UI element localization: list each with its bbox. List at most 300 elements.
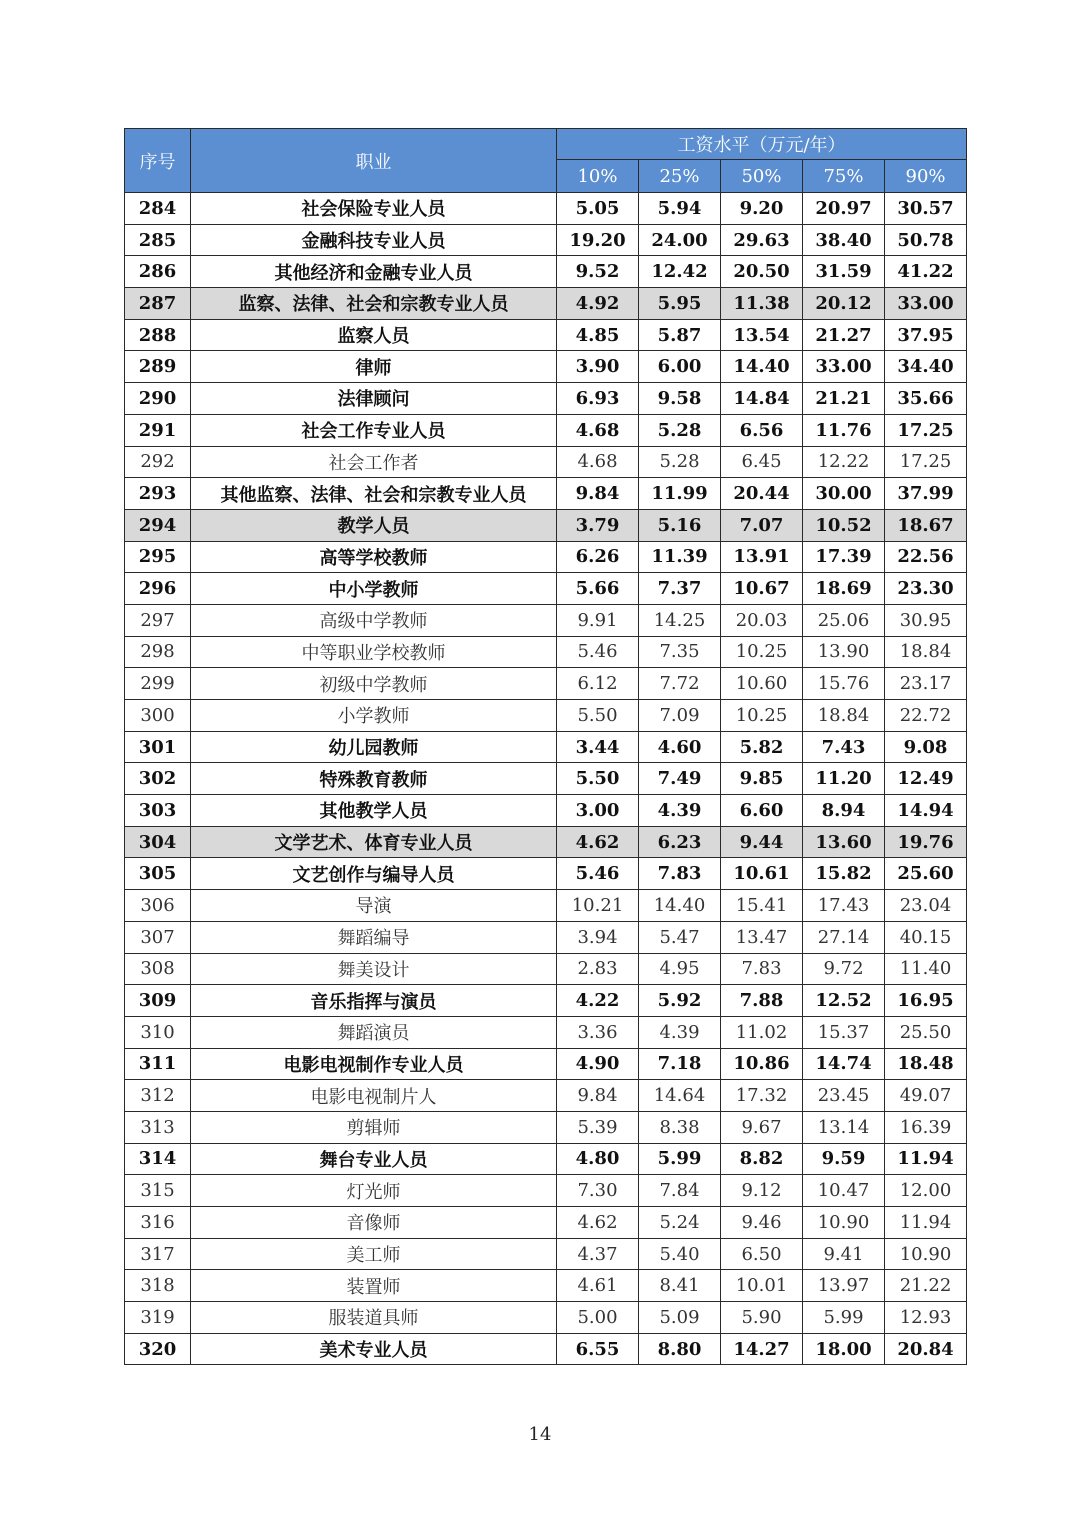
cell-p90: 33.00 — [885, 288, 967, 320]
cell-occupation: 监察、法律、社会和宗教专业人员 — [191, 288, 557, 320]
cell-p10: 7.30 — [557, 1175, 639, 1207]
cell-p10: 4.68 — [557, 414, 639, 446]
cell-p50: 13.47 — [721, 921, 803, 953]
cell-p50: 8.82 — [721, 1143, 803, 1175]
cell-p50: 10.25 — [721, 636, 803, 668]
cell-occupation: 电影电视制片人 — [191, 1080, 557, 1112]
table-row — [125, 1016, 967, 1048]
cell-p75: 17.43 — [803, 890, 885, 922]
cell-p10: 4.80 — [557, 1143, 639, 1175]
cell-p10: 6.12 — [557, 668, 639, 700]
cell-occupation: 服装道具师 — [191, 1302, 557, 1334]
cell-p50: 17.32 — [721, 1080, 803, 1112]
cell-p75: 9.41 — [803, 1238, 885, 1270]
cell-seq: 293 — [125, 478, 191, 510]
cell-p50: 5.82 — [721, 731, 803, 763]
cell-occupation: 导演 — [191, 890, 557, 922]
table-row — [125, 985, 967, 1017]
cell-p10: 4.62 — [557, 1207, 639, 1239]
cell-p75: 7.43 — [803, 731, 885, 763]
cell-p10: 9.91 — [557, 604, 639, 636]
cell-occupation: 文艺创作与编导人员 — [191, 858, 557, 890]
cell-p10: 6.55 — [557, 1333, 639, 1365]
cell-p25: 4.39 — [639, 1016, 721, 1048]
cell-p25: 9.58 — [639, 383, 721, 415]
cell-p50: 10.86 — [721, 1048, 803, 1080]
cell-p90: 17.25 — [885, 446, 967, 478]
cell-occupation: 装置师 — [191, 1270, 557, 1302]
cell-p75: 15.76 — [803, 668, 885, 700]
cell-p90: 16.39 — [885, 1111, 967, 1143]
salary-table — [124, 128, 967, 1365]
cell-seq: 316 — [125, 1207, 191, 1239]
cell-p50: 15.41 — [721, 890, 803, 922]
header-seq: 序号 — [125, 129, 191, 193]
cell-p90: 18.48 — [885, 1048, 967, 1080]
cell-occupation: 灯光师 — [191, 1175, 557, 1207]
cell-p50: 14.40 — [721, 351, 803, 383]
table-row — [125, 731, 967, 763]
cell-occupation: 社会保险专业人员 — [191, 193, 557, 225]
cell-p10: 10.21 — [557, 890, 639, 922]
cell-p75: 31.59 — [803, 256, 885, 288]
table-row — [125, 858, 967, 890]
cell-p10: 5.46 — [557, 636, 639, 668]
cell-p25: 24.00 — [639, 224, 721, 256]
header-p90: 90% — [885, 160, 967, 193]
cell-p10: 4.68 — [557, 446, 639, 478]
cell-occupation: 其他教学人员 — [191, 795, 557, 827]
cell-p75: 21.27 — [803, 319, 885, 351]
cell-p90: 37.99 — [885, 478, 967, 510]
cell-p25: 14.25 — [639, 604, 721, 636]
cell-p75: 21.21 — [803, 383, 885, 415]
table-row — [125, 541, 967, 573]
cell-p50: 14.84 — [721, 383, 803, 415]
cell-occupation: 美术专业人员 — [191, 1333, 557, 1365]
cell-p25: 5.28 — [639, 414, 721, 446]
cell-occupation: 幼儿园教师 — [191, 731, 557, 763]
cell-p90: 12.93 — [885, 1302, 967, 1334]
cell-p10: 4.61 — [557, 1270, 639, 1302]
cell-seq: 297 — [125, 604, 191, 636]
cell-p10: 4.22 — [557, 985, 639, 1017]
cell-seq: 313 — [125, 1111, 191, 1143]
cell-p50: 9.67 — [721, 1111, 803, 1143]
cell-p10: 9.84 — [557, 478, 639, 510]
cell-p25: 5.94 — [639, 193, 721, 225]
table-row — [125, 288, 967, 320]
cell-occupation: 美工师 — [191, 1238, 557, 1270]
cell-p25: 4.95 — [639, 953, 721, 985]
cell-p75: 17.39 — [803, 541, 885, 573]
cell-occupation: 中小学教师 — [191, 573, 557, 605]
cell-seq: 304 — [125, 826, 191, 858]
cell-p75: 20.12 — [803, 288, 885, 320]
cell-p90: 23.17 — [885, 668, 967, 700]
cell-seq: 300 — [125, 700, 191, 732]
cell-p90: 14.94 — [885, 795, 967, 827]
table-row — [125, 1048, 967, 1080]
cell-p75: 11.76 — [803, 414, 885, 446]
cell-p75: 5.99 — [803, 1302, 885, 1334]
cell-p50: 7.83 — [721, 953, 803, 985]
cell-seq: 290 — [125, 383, 191, 415]
cell-p75: 13.97 — [803, 1270, 885, 1302]
table-row — [125, 604, 967, 636]
table-body — [125, 193, 967, 1365]
cell-occupation: 初级中学教师 — [191, 668, 557, 700]
cell-p75: 10.52 — [803, 509, 885, 541]
table-row — [125, 1111, 967, 1143]
cell-p90: 12.49 — [885, 763, 967, 795]
cell-occupation: 小学教师 — [191, 700, 557, 732]
cell-p50: 9.44 — [721, 826, 803, 858]
cell-p50: 6.56 — [721, 414, 803, 446]
cell-p90: 12.00 — [885, 1175, 967, 1207]
cell-occupation: 其他经济和金融专业人员 — [191, 256, 557, 288]
cell-seq: 303 — [125, 795, 191, 827]
cell-seq: 320 — [125, 1333, 191, 1365]
cell-seq: 306 — [125, 890, 191, 922]
cell-p25: 7.35 — [639, 636, 721, 668]
cell-p25: 7.09 — [639, 700, 721, 732]
cell-p90: 34.40 — [885, 351, 967, 383]
cell-seq: 294 — [125, 509, 191, 541]
cell-p90: 10.90 — [885, 1238, 967, 1270]
cell-p50: 6.45 — [721, 446, 803, 478]
cell-p10: 5.66 — [557, 573, 639, 605]
cell-p75: 20.97 — [803, 193, 885, 225]
table-row — [125, 1238, 967, 1270]
table-row — [125, 319, 967, 351]
table-row — [125, 224, 967, 256]
cell-p10: 19.20 — [557, 224, 639, 256]
cell-seq: 319 — [125, 1302, 191, 1334]
table-row — [125, 1143, 967, 1175]
cell-p50: 10.61 — [721, 858, 803, 890]
cell-p10: 3.94 — [557, 921, 639, 953]
cell-p75: 12.52 — [803, 985, 885, 1017]
cell-occupation: 电影电视制作专业人员 — [191, 1048, 557, 1080]
cell-p25: 7.37 — [639, 573, 721, 605]
cell-p50: 10.01 — [721, 1270, 803, 1302]
cell-seq: 305 — [125, 858, 191, 890]
cell-seq: 288 — [125, 319, 191, 351]
cell-p10: 6.26 — [557, 541, 639, 573]
cell-p50: 13.91 — [721, 541, 803, 573]
table-header — [125, 129, 967, 193]
cell-p25: 5.09 — [639, 1302, 721, 1334]
cell-seq: 314 — [125, 1143, 191, 1175]
header-p75: 75% — [803, 160, 885, 193]
cell-p10: 9.52 — [557, 256, 639, 288]
cell-p25: 5.16 — [639, 509, 721, 541]
table-row — [125, 826, 967, 858]
cell-p25: 11.99 — [639, 478, 721, 510]
cell-p50: 10.67 — [721, 573, 803, 605]
header-p10: 10% — [557, 160, 639, 193]
cell-occupation: 文学艺术、体育专业人员 — [191, 826, 557, 858]
cell-p90: 19.76 — [885, 826, 967, 858]
cell-p75: 9.59 — [803, 1143, 885, 1175]
cell-p90: 50.78 — [885, 224, 967, 256]
cell-seq: 317 — [125, 1238, 191, 1270]
cell-p25: 8.38 — [639, 1111, 721, 1143]
table-row — [125, 921, 967, 953]
cell-occupation: 社会工作专业人员 — [191, 414, 557, 446]
table-row — [125, 383, 967, 415]
cell-occupation: 特殊教育教师 — [191, 763, 557, 795]
cell-p10: 5.50 — [557, 763, 639, 795]
table-row — [125, 1080, 967, 1112]
cell-p50: 7.07 — [721, 509, 803, 541]
cell-p50: 9.85 — [721, 763, 803, 795]
cell-p75: 13.90 — [803, 636, 885, 668]
cell-p25: 5.95 — [639, 288, 721, 320]
cell-seq: 291 — [125, 414, 191, 446]
cell-p75: 10.47 — [803, 1175, 885, 1207]
cell-p75: 27.14 — [803, 921, 885, 953]
cell-seq: 310 — [125, 1016, 191, 1048]
cell-p25: 4.39 — [639, 795, 721, 827]
cell-seq: 292 — [125, 446, 191, 478]
cell-p10: 4.62 — [557, 826, 639, 858]
cell-p50: 20.03 — [721, 604, 803, 636]
cell-p10: 4.85 — [557, 319, 639, 351]
cell-p90: 30.57 — [885, 193, 967, 225]
cell-p75: 18.00 — [803, 1333, 885, 1365]
cell-p10: 5.05 — [557, 193, 639, 225]
cell-p90: 23.30 — [885, 573, 967, 605]
cell-p10: 4.92 — [557, 288, 639, 320]
cell-p75: 8.94 — [803, 795, 885, 827]
header-p50: 50% — [721, 160, 803, 193]
table-row — [125, 953, 967, 985]
cell-p25: 8.80 — [639, 1333, 721, 1365]
cell-p90: 23.04 — [885, 890, 967, 922]
cell-p10: 5.00 — [557, 1302, 639, 1334]
table-row — [125, 446, 967, 478]
cell-occupation: 舞美设计 — [191, 953, 557, 985]
cell-p90: 17.25 — [885, 414, 967, 446]
cell-p10: 5.46 — [557, 858, 639, 890]
cell-p50: 11.38 — [721, 288, 803, 320]
cell-p25: 11.39 — [639, 541, 721, 573]
cell-p50: 7.88 — [721, 985, 803, 1017]
cell-p90: 11.40 — [885, 953, 967, 985]
header-salary-level: 工资水平（万元/年） — [557, 129, 967, 160]
cell-p90: 49.07 — [885, 1080, 967, 1112]
cell-p75: 15.82 — [803, 858, 885, 890]
cell-occupation: 法律顾问 — [191, 383, 557, 415]
cell-p10: 2.83 — [557, 953, 639, 985]
cell-seq: 289 — [125, 351, 191, 383]
cell-seq: 296 — [125, 573, 191, 605]
cell-occupation: 音像师 — [191, 1207, 557, 1239]
table-row — [125, 1333, 967, 1365]
cell-p90: 9.08 — [885, 731, 967, 763]
cell-occupation: 教学人员 — [191, 509, 557, 541]
table-row — [125, 700, 967, 732]
cell-seq: 308 — [125, 953, 191, 985]
cell-p90: 25.50 — [885, 1016, 967, 1048]
cell-p50: 20.50 — [721, 256, 803, 288]
cell-seq: 286 — [125, 256, 191, 288]
cell-p25: 5.87 — [639, 319, 721, 351]
cell-seq: 311 — [125, 1048, 191, 1080]
cell-p25: 7.83 — [639, 858, 721, 890]
cell-p25: 7.18 — [639, 1048, 721, 1080]
cell-seq: 295 — [125, 541, 191, 573]
cell-seq: 315 — [125, 1175, 191, 1207]
cell-p50: 14.27 — [721, 1333, 803, 1365]
cell-p10: 3.90 — [557, 351, 639, 383]
cell-p50: 10.25 — [721, 700, 803, 732]
cell-p75: 23.45 — [803, 1080, 885, 1112]
table-row — [125, 1270, 967, 1302]
cell-seq: 318 — [125, 1270, 191, 1302]
cell-p25: 5.99 — [639, 1143, 721, 1175]
page-number: 14 — [528, 1424, 552, 1445]
table-row — [125, 193, 967, 225]
cell-p50: 10.60 — [721, 668, 803, 700]
table-row — [125, 478, 967, 510]
cell-p90: 18.84 — [885, 636, 967, 668]
cell-p50: 6.60 — [721, 795, 803, 827]
cell-p10: 5.50 — [557, 700, 639, 732]
table-row — [125, 573, 967, 605]
table-row — [125, 795, 967, 827]
cell-occupation: 其他监察、法律、社会和宗教专业人员 — [191, 478, 557, 510]
cell-p10: 3.36 — [557, 1016, 639, 1048]
cell-seq: 307 — [125, 921, 191, 953]
cell-p25: 8.41 — [639, 1270, 721, 1302]
cell-p25: 6.23 — [639, 826, 721, 858]
cell-p50: 6.50 — [721, 1238, 803, 1270]
cell-p90: 25.60 — [885, 858, 967, 890]
cell-p75: 30.00 — [803, 478, 885, 510]
cell-p50: 9.12 — [721, 1175, 803, 1207]
cell-p10: 5.39 — [557, 1111, 639, 1143]
cell-p25: 7.72 — [639, 668, 721, 700]
cell-p50: 13.54 — [721, 319, 803, 351]
cell-seq: 301 — [125, 731, 191, 763]
cell-p10: 3.44 — [557, 731, 639, 763]
cell-p90: 41.22 — [885, 256, 967, 288]
cell-p10: 3.00 — [557, 795, 639, 827]
table-row — [125, 636, 967, 668]
cell-p90: 11.94 — [885, 1207, 967, 1239]
table-row — [125, 763, 967, 795]
cell-p90: 35.66 — [885, 383, 967, 415]
cell-p90: 22.72 — [885, 700, 967, 732]
cell-occupation: 高等学校教师 — [191, 541, 557, 573]
table-row — [125, 351, 967, 383]
cell-seq: 298 — [125, 636, 191, 668]
cell-p90: 16.95 — [885, 985, 967, 1017]
table-row — [125, 256, 967, 288]
cell-p90: 37.95 — [885, 319, 967, 351]
cell-occupation: 剪辑师 — [191, 1111, 557, 1143]
table-row — [125, 414, 967, 446]
cell-p10: 9.84 — [557, 1080, 639, 1112]
cell-p10: 6.93 — [557, 383, 639, 415]
cell-p50: 9.46 — [721, 1207, 803, 1239]
cell-p90: 40.15 — [885, 921, 967, 953]
table-row — [125, 668, 967, 700]
cell-occupation: 律师 — [191, 351, 557, 383]
cell-seq: 299 — [125, 668, 191, 700]
cell-occupation: 舞蹈编导 — [191, 921, 557, 953]
cell-p25: 5.24 — [639, 1207, 721, 1239]
cell-p25: 5.47 — [639, 921, 721, 953]
cell-p75: 14.74 — [803, 1048, 885, 1080]
cell-p25: 14.64 — [639, 1080, 721, 1112]
cell-p75: 18.84 — [803, 700, 885, 732]
cell-p25: 4.60 — [639, 731, 721, 763]
cell-seq: 284 — [125, 193, 191, 225]
cell-p75: 38.40 — [803, 224, 885, 256]
cell-p50: 11.02 — [721, 1016, 803, 1048]
header-p25: 25% — [639, 160, 721, 193]
cell-p25: 5.28 — [639, 446, 721, 478]
cell-p75: 9.72 — [803, 953, 885, 985]
cell-p75: 11.20 — [803, 763, 885, 795]
header-job: 职业 — [191, 129, 557, 193]
table-row — [125, 1175, 967, 1207]
cell-seq: 287 — [125, 288, 191, 320]
cell-p90: 22.56 — [885, 541, 967, 573]
cell-occupation: 中等职业学校教师 — [191, 636, 557, 668]
cell-occupation: 舞台专业人员 — [191, 1143, 557, 1175]
cell-p75: 13.14 — [803, 1111, 885, 1143]
cell-p25: 7.84 — [639, 1175, 721, 1207]
cell-seq: 309 — [125, 985, 191, 1017]
cell-p10: 3.79 — [557, 509, 639, 541]
cell-p25: 7.49 — [639, 763, 721, 795]
cell-p25: 12.42 — [639, 256, 721, 288]
cell-p50: 20.44 — [721, 478, 803, 510]
cell-p75: 10.90 — [803, 1207, 885, 1239]
cell-seq: 302 — [125, 763, 191, 795]
cell-p25: 6.00 — [639, 351, 721, 383]
cell-p10: 4.37 — [557, 1238, 639, 1270]
table-row — [125, 1302, 967, 1334]
cell-p50: 9.20 — [721, 193, 803, 225]
cell-p25: 5.40 — [639, 1238, 721, 1270]
cell-occupation: 社会工作者 — [191, 446, 557, 478]
cell-p90: 20.84 — [885, 1333, 967, 1365]
cell-occupation: 金融科技专业人员 — [191, 224, 557, 256]
cell-p75: 25.06 — [803, 604, 885, 636]
table-row — [125, 509, 967, 541]
cell-occupation: 监察人员 — [191, 319, 557, 351]
cell-p90: 30.95 — [885, 604, 967, 636]
cell-p75: 12.22 — [803, 446, 885, 478]
cell-p50: 5.90 — [721, 1302, 803, 1334]
cell-p90: 11.94 — [885, 1143, 967, 1175]
cell-p90: 18.67 — [885, 509, 967, 541]
cell-p75: 33.00 — [803, 351, 885, 383]
cell-p75: 18.69 — [803, 573, 885, 605]
cell-occupation: 音乐指挥与演员 — [191, 985, 557, 1017]
cell-p75: 13.60 — [803, 826, 885, 858]
cell-p50: 29.63 — [721, 224, 803, 256]
cell-p25: 5.92 — [639, 985, 721, 1017]
table-row — [125, 1207, 967, 1239]
table-row — [125, 890, 967, 922]
